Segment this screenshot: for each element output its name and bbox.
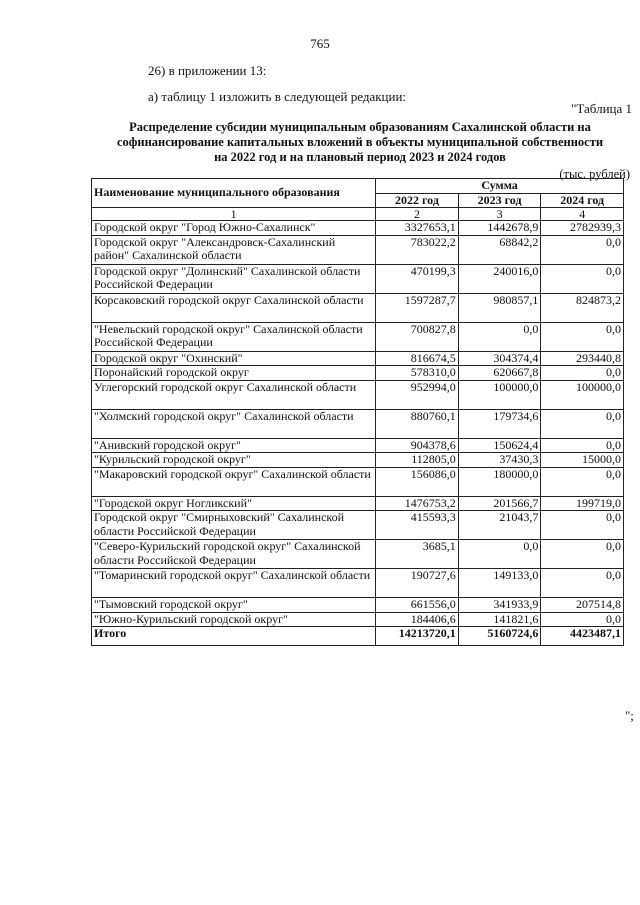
value-2023: 240016,0 — [458, 264, 541, 293]
row-name: "Городской округ Ногликский" — [92, 496, 376, 511]
total-2023: 5160724,6 — [458, 627, 541, 646]
value-2023: 149133,0 — [458, 569, 541, 598]
value-2023: 201566,7 — [458, 496, 541, 511]
table-row — [92, 221, 624, 236]
table-row — [92, 598, 624, 613]
subitem-a: а) таблицу 1 изложить в следующей редакции: — [148, 89, 407, 104]
value-2024: 199719,0 — [541, 496, 624, 511]
table-row — [92, 540, 624, 569]
value-2022: 470199,3 — [376, 264, 459, 293]
table-row — [92, 293, 624, 322]
table-row — [92, 438, 624, 453]
value-2022: 3685,1 — [376, 540, 459, 569]
value-2023: 0,0 — [458, 540, 541, 569]
value-2023: 21043,7 — [458, 511, 541, 540]
value-2024: 0,0 — [541, 540, 624, 569]
total-2024: 4423487,1 — [541, 627, 624, 646]
value-2023: 68842,2 — [458, 235, 541, 264]
row-name: "Анивский городской округ" — [92, 438, 376, 453]
row-name: "Томаринский городской округ" Сахалинской области — [92, 569, 376, 598]
row-name: "Холмский городской округ" Сахалинской области — [92, 409, 376, 438]
col-number: 1 — [92, 208, 376, 221]
value-2023: 150624,4 — [458, 438, 541, 453]
table-row — [92, 496, 624, 511]
value-2022: 816674,5 — [376, 351, 459, 366]
total-row — [92, 627, 624, 646]
header-year-2023: 2023 год — [458, 193, 541, 208]
table-row — [92, 467, 624, 496]
table-row — [92, 366, 624, 381]
value-2023: 980857,1 — [458, 293, 541, 322]
value-2022: 880760,1 — [376, 409, 459, 438]
table-row — [92, 351, 624, 366]
value-2024: 0,0 — [541, 467, 624, 496]
row-name: "Южно-Курильский городской округ" — [92, 612, 376, 627]
value-2022: 415593,3 — [376, 511, 459, 540]
row-name: Углегорский городской округ Сахалинской области — [92, 380, 376, 409]
value-2022: 661556,0 — [376, 598, 459, 613]
closing-quote: "; — [625, 708, 634, 723]
header-name: Наименование муниципального образования — [92, 179, 376, 208]
row-name: "Курильский городской округ" — [92, 453, 376, 468]
value-2024: 2782939,3 — [541, 221, 624, 236]
value-2022: 3327653,1 — [376, 221, 459, 236]
row-name: Городской округ "Смирныховский" Сахалинской области Российской Федерации — [92, 511, 376, 540]
col-number: 4 — [541, 208, 624, 221]
value-2022: 904378,6 — [376, 438, 459, 453]
value-2022: 112805,0 — [376, 453, 459, 468]
value-2024: 293440,8 — [541, 351, 624, 366]
value-2024: 0,0 — [541, 409, 624, 438]
col-number: 3 — [458, 208, 541, 221]
value-2022: 783022,2 — [376, 235, 459, 264]
value-2023: 304374,4 — [458, 351, 541, 366]
table-row — [92, 511, 624, 540]
value-2024: 15000,0 — [541, 453, 624, 468]
value-2024: 0,0 — [541, 438, 624, 453]
row-name: "Невельский городской округ" Сахалинской области Российской Федерации — [92, 322, 376, 351]
header-sum: Сумма — [376, 179, 624, 194]
table-row — [92, 453, 624, 468]
row-name: "Макаровский городской округ" Сахалинской области — [92, 467, 376, 496]
col-number: 2 — [376, 208, 459, 221]
value-2024: 0,0 — [541, 366, 624, 381]
value-2022: 700827,8 — [376, 322, 459, 351]
row-name: Городской округ "Охинский" — [92, 351, 376, 366]
value-2024: 824873,2 — [541, 293, 624, 322]
value-2024: 207514,8 — [541, 598, 624, 613]
value-2023: 179734,6 — [458, 409, 541, 438]
value-2024: 0,0 — [541, 569, 624, 598]
row-name: Корсаковский городской округ Сахалинской области — [92, 293, 376, 322]
table-row — [92, 569, 624, 598]
row-name: "Северо-Курильский городской округ" Сахалинской области Российской Федерации — [92, 540, 376, 569]
table-row — [92, 235, 624, 264]
list-item-26: 26) в приложении 13: — [148, 63, 267, 78]
value-2023: 100000,0 — [458, 380, 541, 409]
value-2024: 0,0 — [541, 612, 624, 627]
value-2024: 100000,0 — [541, 380, 624, 409]
value-2022: 578310,0 — [376, 366, 459, 381]
row-name: Городской округ "Александровск-Сахалинский район" Сахалинской области — [92, 235, 376, 264]
header-year-2022: 2022 год — [376, 193, 459, 208]
total-label: Итого — [92, 627, 376, 646]
value-2023: 620667,8 — [458, 366, 541, 381]
value-2022: 1597287,7 — [376, 293, 459, 322]
page-number: 765 — [310, 36, 330, 51]
value-2022: 952994,0 — [376, 380, 459, 409]
value-2023: 0,0 — [458, 322, 541, 351]
row-name: Городской округ "Город Южно-Сахалинск" — [92, 221, 376, 236]
table-row — [92, 409, 624, 438]
value-2024: 0,0 — [541, 511, 624, 540]
header-year-2024: 2024 год — [541, 193, 624, 208]
value-2023: 1442678,9 — [458, 221, 541, 236]
value-2023: 141821,6 — [458, 612, 541, 627]
table-label: "Таблица 1 — [571, 101, 632, 116]
value-2024: 0,0 — [541, 322, 624, 351]
value-2022: 156086,0 — [376, 467, 459, 496]
value-2024: 0,0 — [541, 264, 624, 293]
value-2023: 341933,9 — [458, 598, 541, 613]
value-2024: 0,0 — [541, 235, 624, 264]
total-2022: 14213720,1 — [376, 627, 459, 646]
row-name: "Тымовский городской округ" — [92, 598, 376, 613]
table-row — [92, 612, 624, 627]
row-name: Городской округ "Долинский" Сахалинской области Российской Федерации — [92, 264, 376, 293]
units-note: (тыс. рублей) — [559, 167, 630, 181]
value-2022: 190727,6 — [376, 569, 459, 598]
table-row — [92, 322, 624, 351]
table-row — [92, 264, 624, 293]
row-name: Поронайский городской округ — [92, 366, 376, 381]
value-2023: 180000,0 — [458, 467, 541, 496]
value-2023: 37430,3 — [458, 453, 541, 468]
table-row — [92, 380, 624, 409]
table-title: Распределение субсидии муниципальным образованиям Сахалинской области на софинансирование капитальных вложений в объекты муниципальной собственности на 2022 год и на плановый период 2023 и 2024 годов — [116, 120, 604, 164]
value-2022: 1476753,2 — [376, 496, 459, 511]
subsidy-table — [91, 178, 624, 646]
value-2022: 184406,6 — [376, 612, 459, 627]
